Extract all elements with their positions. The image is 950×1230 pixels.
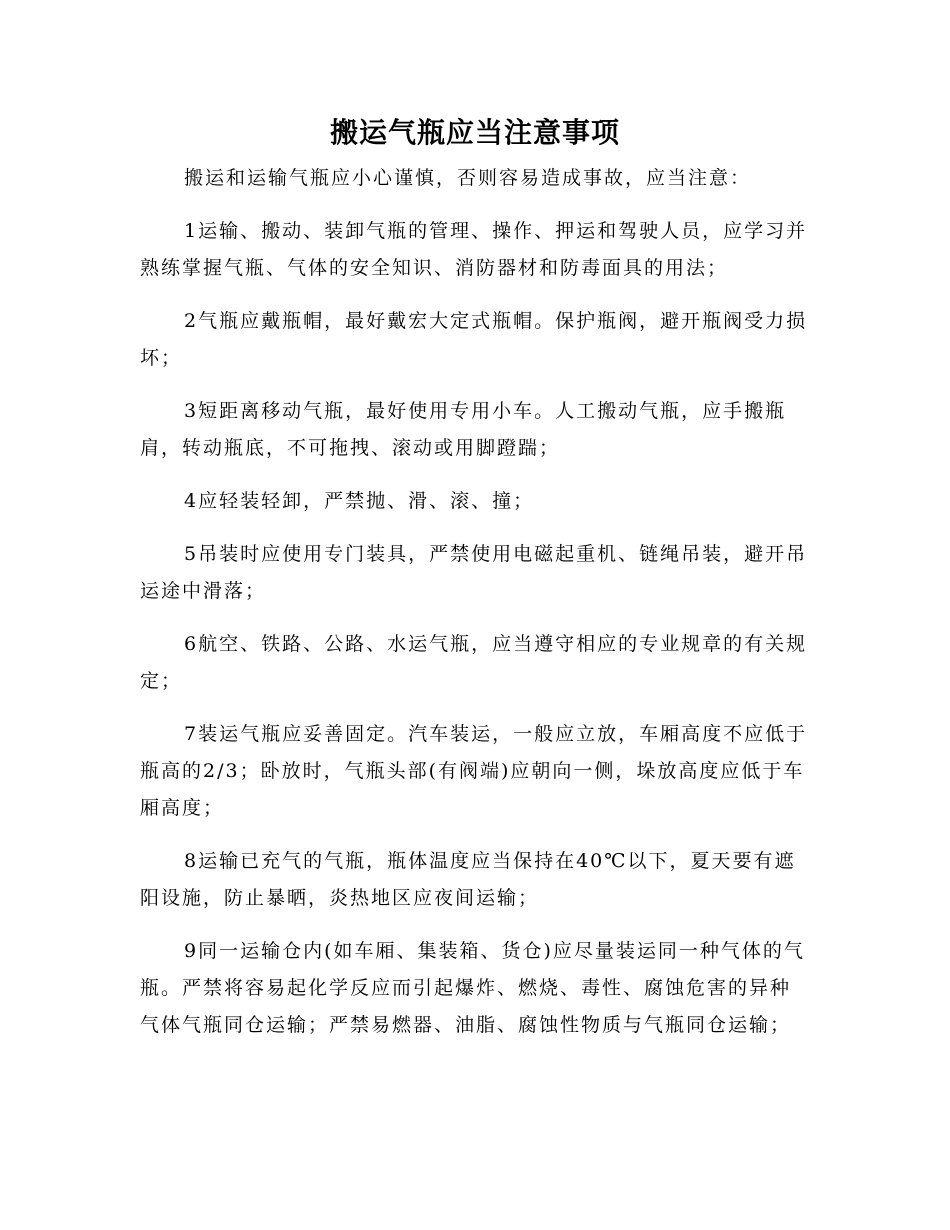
list-item <box>140 933 810 1044</box>
list-item <box>140 393 810 467</box>
list-item <box>140 843 810 917</box>
list-item <box>140 213 810 287</box>
list-item <box>140 483 810 520</box>
document-page <box>140 110 810 1044</box>
item-text: 短距离移动气瓶，最好使用专用小车。人工搬动气瓶，应手搬瓶肩，转动瓶底，不可拖拽、滚动或用脚蹬踹； <box>140 400 787 459</box>
item-number: 8 <box>184 850 197 872</box>
item-number: 7 <box>184 723 197 745</box>
item-number: 6 <box>184 633 197 655</box>
item-text: 装运气瓶应妥善固定。汽车装运，一般应立放，车厢高度不应低于瓶高的2/3；卧放时，气瓶头部(有阀端)应朝向一侧，垛放高度应低于车厢高度； <box>140 723 808 819</box>
item-number: 2 <box>184 310 197 332</box>
item-number: 9 <box>184 940 197 962</box>
item-text: 航空、铁路、公路、水运气瓶，应当遵守相应的专业规章的有关规定； <box>140 633 808 692</box>
document-title: 搬运气瓶应当注意事项 <box>329 116 620 149</box>
item-text: 运输已充气的气瓶，瓶体温度应当保持在40℃以下，夏天要有遮阳设施，防止暴晒，炎热地区应夜间运输； <box>140 850 796 909</box>
list-item <box>140 626 810 700</box>
item-text: 应轻装轻卸，严禁抛、滑、滚、撞； <box>198 490 535 512</box>
item-text: 运输、搬动、装卸气瓶的管理、操作、押运和驾驶人员，应学习并熟练掌握气瓶、气体的安全知识、消防器材和防毒面具的用法； <box>140 220 808 279</box>
item-number: 3 <box>184 400 197 422</box>
item-number: 5 <box>184 543 197 565</box>
intro-paragraph: 搬运和运输气瓶应小心谨慎，否则容易造成事故，应当注意： <box>184 167 752 189</box>
item-text: 吊装时应使用专门装具，严禁使用电磁起重机、链绳吊装，避开吊运途中滑落； <box>140 543 808 602</box>
item-number: 4 <box>184 490 197 512</box>
item-number: 1 <box>184 220 197 242</box>
item-text: 同一运输仓内(如车厢、集装箱、货仓)应尽量装运同一种气体的气瓶。严禁将容易起化学反应而引起爆炸、燃烧、毒性、腐蚀危害的异种气体气瓶同仓运输；严禁易燃器、油脂、腐蚀性物质与气瓶同仓运输； <box>140 940 805 1036</box>
list-item <box>140 716 810 827</box>
list-item <box>140 536 810 610</box>
list-item <box>140 303 810 377</box>
item-text: 气瓶应戴瓶帽，最好戴宏大定式瓶帽。保护瓶阀，避开瓶阀受力损坏； <box>140 310 808 369</box>
